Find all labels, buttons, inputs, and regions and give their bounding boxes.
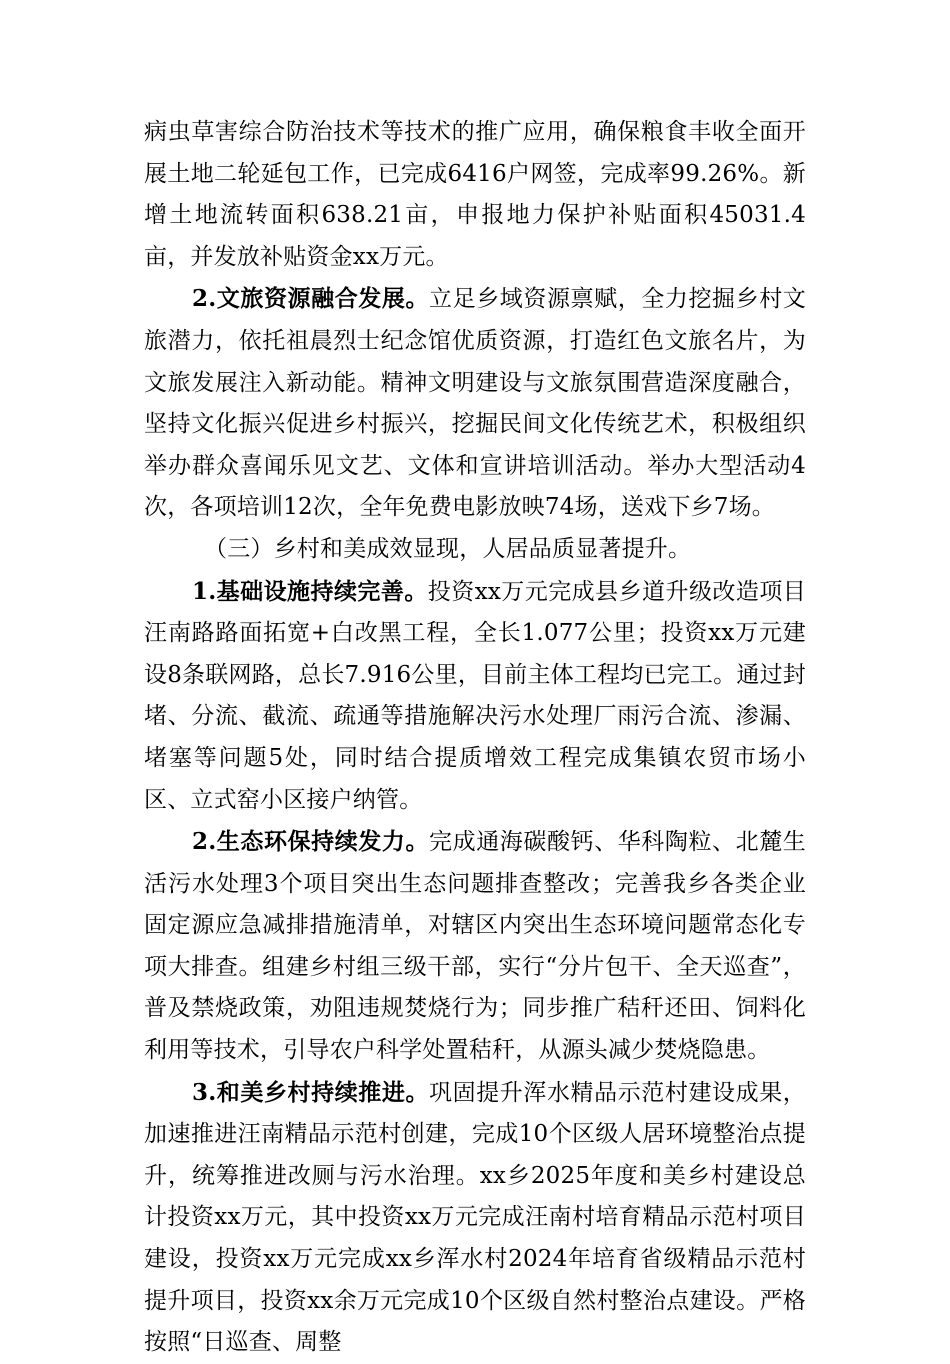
paragraph-text: 巩固提升浑水精品示范村建设成果，加速推进汪南精品示范村创建，完成10个区级人居环境整治点提升，统筹推进改厕与污水治理。xx乡2025年度和美乡村建设总计投资xx万元，其中投资xx万元完成汪南村培育精品示范村项目建设，投资xx万元完成xx乡浑水村2024年培育省级精品示范村提升项目，投资xx余万元完成10个区级自然村整治点建设。严格按照“日巡查、周整 (144, 1079, 806, 1356)
paragraph-heading: 3.和美乡村持续推进。 (192, 1078, 430, 1106)
paragraph-text: 立足乡域资源禀赋，全力挖掘乡村文旅潜力，依托祖晨烈士纪念馆优质资源，打造红色文旅名片，为文旅发展注入新动能。精神文明建设与文旅氛围营造深度融合，坚持文化振兴促进乡村振兴，挖掘民间文化传统艺术，积极组织举办群众喜闻乐见文艺、文体和宣讲培训活动。举办大型活动4次，各项培训12次，全年免费电影放映74场，送戏下乡7场。 (144, 286, 806, 521)
section-heading-text: （三）乡村和美成效显现，人居品质显著提升。 (204, 535, 692, 562)
paragraph-harmonious-village (144, 1072, 806, 1364)
paragraph-ecology (144, 821, 806, 1072)
section-heading-three (144, 529, 806, 571)
paragraph-infrastructure (144, 571, 806, 822)
paragraph-grain-land (144, 112, 806, 278)
paragraph-heading: 2.文旅资源融合发展。 (192, 285, 430, 313)
paragraph-text: 投资xx万元完成县乡道升级改造项目汪南路路面拓宽+白改黑工程，全长1.077公里；投资xx万元建设8条联网路，总长7.916公里，目前主体工程均已完工。通过封堵、分流、截流、疏通等措施解决污水处理厂雨污合流、渗漏、堵塞等问题5处，同时结合提质增效工程完成集镇农贸市场小区、立式窑小区接户纳管。 (144, 578, 807, 813)
paragraph-text: 完成通海碳酸钙、华科陶粒、北麓生活污水处理3个项目突出生态问题排查整改；完善我乡各类企业固定源应急减排措施清单，对辖区内突出生态环境问题常态化专项大排查。组建乡村组三级干部，实行“分片包干、全天巡查”，普及禁烧政策，劝阻违规焚烧行为；同步推广秸秆还田、饲料化利用等技术，引导农户科学处置秸秆，从源头减少焚烧隐患。 (144, 829, 806, 1064)
paragraph-heading: 1.基础设施持续完善。 (192, 577, 428, 605)
paragraph-heading: 2.生态环保持续发力。 (192, 828, 430, 856)
document-body (144, 112, 806, 1364)
paragraph-text: 病虫草害综合防治技术等技术的推广应用，确保粮食丰收全面开展土地二轮延包工作，已完成6416户网签，完成率99.26%。新增土地流转面积638.21亩，申报地力保护补贴面积45031.4亩，并发放补贴资金xx万元。 (144, 119, 806, 270)
paragraph-culture-tourism (144, 278, 806, 529)
